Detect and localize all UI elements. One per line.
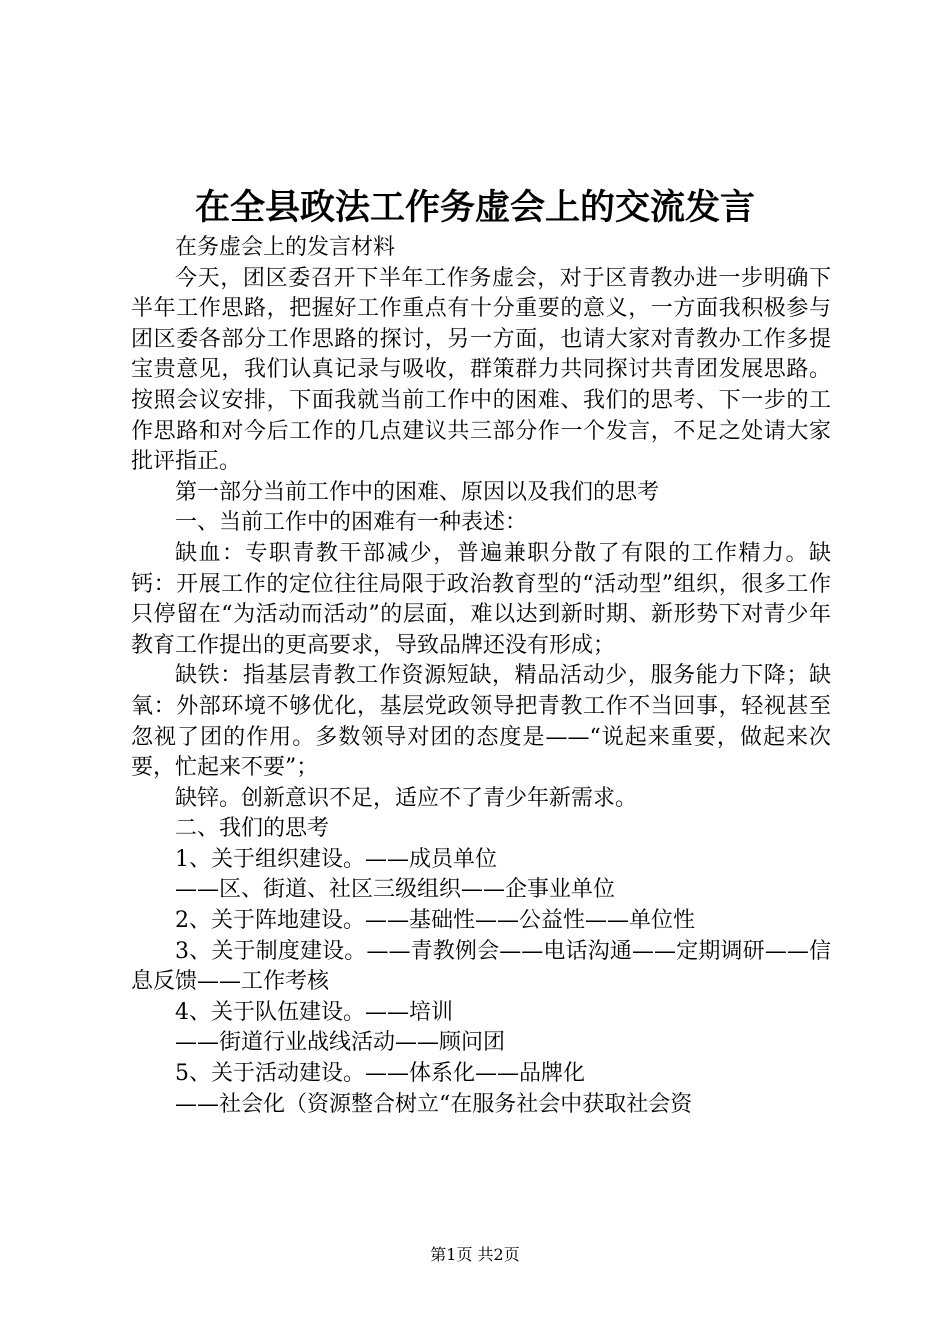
page-number-footer: 第1页 共2页 (430, 1245, 520, 1264)
document-body (131, 233, 831, 1120)
paragraph: ——社会化（资源整合树立“在服务社会中获取社会资 (175, 1091, 693, 1117)
paragraph: 今天，团区委召开下半年工作务虚会，对于区青教办进一步明确下半年工作思路，把握好工作重点有十分重要的意义，一方面我积极参与团区委各部分工作思路的探讨，另一方面，也请大家对青教办工作多提宝贵意见，我们认真记录与吸收，群策群力共同探讨共青团发展思路。按照会议安排，下面我就当前工作中的困难、我们的思考、下一步的工作思路和对今后工作的几点建议共三部分作一个发言，不足之处请大家批评指正。 (131, 265, 831, 475)
paragraph: ——区、街道、社区三级组织——企事业单位 (175, 877, 616, 903)
paragraph: 缺锌。创新意识不足，适应不了青少年新需求。 (175, 785, 638, 811)
paragraph: 1、关于组织建设。——成员单位 (175, 846, 497, 872)
paragraph: 5、关于活动建设。——体系化——品牌化 (175, 1061, 585, 1087)
document-title: 在全县政法工作务虚会上的交流发言 (194, 187, 755, 228)
paragraph: 缺血：专职青教干部减少，普遍兼职分散了有限的工作精力。缺钙：开展工作的定位往往局限于政治教育型的“活动型”组织，很多工作只停留在“为活动而活动”的层面，难以达到新时期、新形势下对青少年教育工作提出的更高要求，导致品牌还没有形成； (131, 540, 831, 658)
paragraph: 在务虚会上的发言材料 (175, 235, 396, 260)
paragraph: 缺铁：指基层青教工作资源短缺，精品活动少，服务能力下降；缺氧：外部环境不够优化，基层党政领导把青教工作不当回事，轻视甚至忽视了团的作用。多数领导对团的态度是——“说起来重要，做起来次要，忙起来不要”； (131, 663, 831, 781)
paragraph: 2、关于阵地建设。——基础性——公益性——单位性 (175, 908, 695, 934)
paragraph: 4、关于队伍建设。——培训 (175, 999, 453, 1025)
paragraph: 二、我们的思考 (175, 816, 330, 842)
paragraph: ——街道行业战线活动——顾问团 (175, 1030, 506, 1056)
paragraph: 3、关于制度建设。——青教例会——电话沟通——定期调研——信息反馈——工作考核 (131, 938, 831, 995)
paragraph: 一、当前工作中的困难有一种表述： (175, 510, 528, 536)
paragraph: 第一部分当前工作中的困难、原因以及我们的思考 (175, 479, 660, 505)
